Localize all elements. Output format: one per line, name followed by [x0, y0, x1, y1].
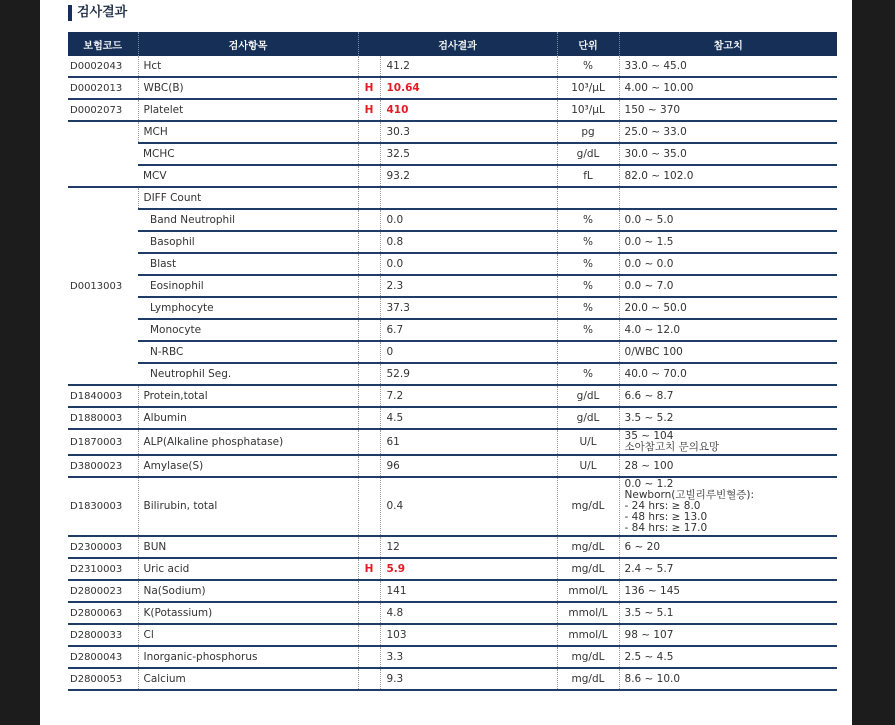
reference-range [619, 231, 837, 253]
reference-line: 0/WBC 100 [624, 345, 683, 358]
test-result: 32.5 [380, 143, 557, 165]
table-row [68, 187, 837, 209]
reference-range [619, 363, 837, 385]
reference-line: Newborn(고빌리루빈혈증): [624, 489, 755, 501]
reference-line: 3.5 ~ 5.2 [624, 411, 674, 424]
reference-range [619, 455, 837, 477]
test-result: 93.2 [380, 165, 557, 187]
reference-line: 136 ~ 145 [624, 584, 681, 597]
insurance-code: D2300003 [68, 536, 138, 558]
insurance-code: D2800053 [68, 668, 138, 690]
test-unit: U/L [557, 455, 619, 477]
reference-range [619, 209, 837, 231]
reference-range [619, 341, 837, 363]
test-unit: fL [557, 165, 619, 187]
test-result: 4.5 [380, 407, 557, 429]
insurance-code: D2800033 [68, 624, 138, 646]
reference-line: 8.6 ~ 10.0 [624, 672, 681, 685]
reference-line: 25.0 ~ 33.0 [624, 125, 687, 138]
table-row [68, 319, 837, 341]
test-item: MCHC [138, 143, 358, 165]
high-flag [358, 319, 380, 341]
high-flag [358, 143, 380, 165]
reference-line: 20.0 ~ 50.0 [624, 301, 687, 314]
test-item: K(Potassium) [138, 602, 358, 624]
test-unit: U/L [557, 429, 619, 455]
test-item: Neutrophil Seg. [138, 363, 358, 385]
test-item: DIFF Count [138, 187, 358, 209]
reference-range [619, 558, 837, 580]
high-flag [358, 429, 380, 455]
reference-line: 40.0 ~ 70.0 [624, 367, 687, 380]
test-result: 103 [380, 624, 557, 646]
test-item: Blast [138, 253, 358, 275]
table-row [68, 385, 837, 407]
high-flag [358, 209, 380, 231]
test-result [380, 187, 557, 209]
test-item: Amylase(S) [138, 455, 358, 477]
high-flag [358, 668, 380, 690]
results-body [68, 56, 837, 690]
high-flag [358, 187, 380, 209]
test-item: Basophil [138, 231, 358, 253]
header-item: 검사항목 [138, 32, 358, 56]
reference-range [619, 407, 837, 429]
table-row [68, 455, 837, 477]
header-result: 검사결과 [358, 32, 557, 56]
test-unit: mmol/L [557, 602, 619, 624]
test-unit: g/dL [557, 385, 619, 407]
table-row [68, 624, 837, 646]
reference-line: 3.5 ~ 5.1 [624, 606, 674, 619]
test-result: 0.0 [380, 209, 557, 231]
high-flag [358, 363, 380, 385]
test-item: Albumin [138, 407, 358, 429]
header-code: 보험코드 [68, 32, 138, 56]
high-flag: H [358, 99, 380, 121]
test-unit: 10³/μL [557, 77, 619, 99]
reference-range [619, 429, 837, 455]
reference-line: 2.4 ~ 5.7 [624, 562, 674, 575]
high-flag [358, 165, 380, 187]
reference-line: 0.0 ~ 5.0 [624, 213, 674, 226]
test-result: 141 [380, 580, 557, 602]
test-unit: % [557, 56, 619, 77]
test-result: 12 [380, 536, 557, 558]
reference-range [619, 77, 837, 99]
reference-range [619, 99, 837, 121]
table-row [68, 253, 837, 275]
test-result: 0.8 [380, 231, 557, 253]
test-item: Band Neutrophil [138, 209, 358, 231]
test-result: 52.9 [380, 363, 557, 385]
test-item: Uric acid [138, 558, 358, 580]
reference-range [619, 56, 837, 77]
reference-line: 0.0 ~ 7.0 [624, 279, 674, 292]
insurance-code: D0013003 [68, 187, 138, 385]
high-flag [358, 602, 380, 624]
insurance-code: D2800043 [68, 646, 138, 668]
test-unit: mg/dL [557, 477, 619, 536]
test-unit [557, 341, 619, 363]
test-result: 410 [380, 99, 557, 121]
test-unit: mg/dL [557, 668, 619, 690]
test-result: 10.64 [380, 77, 557, 99]
test-item: Inorganic-phosphorus [138, 646, 358, 668]
insurance-code: D1880003 [68, 407, 138, 429]
reference-line: 4.0 ~ 12.0 [624, 323, 681, 336]
test-unit: 10³/μL [557, 99, 619, 121]
high-flag [358, 275, 380, 297]
reference-line: 98 ~ 107 [624, 628, 674, 641]
report-page [40, 0, 852, 725]
test-item: Protein,total [138, 385, 358, 407]
insurance-code: D1830003 [68, 477, 138, 536]
test-unit: g/dL [557, 143, 619, 165]
reference-line: 28 ~ 100 [624, 459, 674, 472]
table-row [68, 363, 837, 385]
reference-line: 0.0 ~ 1.5 [624, 235, 674, 248]
insurance-code: D1870003 [68, 429, 138, 455]
test-item: MCV [138, 165, 358, 187]
test-item: WBC(B) [138, 77, 358, 99]
test-item: Monocyte [138, 319, 358, 341]
test-result: 30.3 [380, 121, 557, 143]
reference-range [619, 477, 837, 536]
reference-range [619, 536, 837, 558]
reference-range [619, 319, 837, 341]
high-flag [358, 455, 380, 477]
test-result: 61 [380, 429, 557, 455]
reference-range [619, 165, 837, 187]
reference-line: 30.0 ~ 35.0 [624, 147, 687, 160]
test-result: 41.2 [380, 56, 557, 77]
reference-line: 150 ~ 370 [624, 103, 681, 116]
table-row [68, 477, 837, 536]
test-result: 3.3 [380, 646, 557, 668]
test-unit: % [557, 275, 619, 297]
high-flag [358, 477, 380, 536]
reference-range [619, 624, 837, 646]
test-item: Hct [138, 56, 358, 77]
reference-range [619, 646, 837, 668]
reference-line: 2.5 ~ 4.5 [624, 650, 674, 663]
high-flag [358, 624, 380, 646]
high-flag [358, 253, 380, 275]
test-unit: g/dL [557, 407, 619, 429]
high-flag: H [358, 77, 380, 99]
reference-line: 35 ~ 104 [624, 430, 674, 442]
test-unit: % [557, 231, 619, 253]
table-row [68, 121, 837, 143]
reference-range [619, 602, 837, 624]
test-item: Bilirubin, total [138, 477, 358, 536]
test-unit: mg/dL [557, 536, 619, 558]
reference-range [619, 580, 837, 602]
reference-range [619, 253, 837, 275]
table-row [68, 668, 837, 690]
test-item: Lymphocyte [138, 297, 358, 319]
high-flag [358, 407, 380, 429]
table-row [68, 602, 837, 624]
reference-line: 33.0 ~ 45.0 [624, 59, 687, 72]
reference-line: 6 ~ 20 [624, 540, 661, 553]
test-result: 6.7 [380, 319, 557, 341]
test-result: 4.8 [380, 602, 557, 624]
table-row [68, 297, 837, 319]
test-unit: % [557, 209, 619, 231]
reference-range [619, 187, 837, 209]
test-item: N-RBC [138, 341, 358, 363]
high-flag [358, 297, 380, 319]
reference-line: - 84 hrs: ≥ 17.0 [624, 522, 708, 534]
insurance-code: D2800023 [68, 580, 138, 602]
reference-range [619, 275, 837, 297]
test-result: 0 [380, 341, 557, 363]
insurance-code: D0002013 [68, 77, 138, 99]
test-unit: mg/dL [557, 646, 619, 668]
reference-line: - 48 hrs: ≥ 13.0 [624, 511, 708, 523]
high-flag [358, 341, 380, 363]
test-result: 9.3 [380, 668, 557, 690]
header-unit: 단위 [557, 32, 619, 56]
insurance-code [68, 121, 138, 187]
reference-range [619, 143, 837, 165]
test-item: ALP(Alkaline phosphatase) [138, 429, 358, 455]
high-flag [358, 646, 380, 668]
table-row [68, 536, 837, 558]
high-flag [358, 231, 380, 253]
table-row [68, 407, 837, 429]
reference-range [619, 385, 837, 407]
high-flag: H [358, 558, 380, 580]
insurance-code: D0002043 [68, 56, 138, 77]
test-item: BUN [138, 536, 358, 558]
table-row [68, 646, 837, 668]
high-flag [358, 56, 380, 77]
reference-line: - 24 hrs: ≥ 8.0 [624, 500, 701, 512]
table-row [68, 56, 837, 77]
test-item: Platelet [138, 99, 358, 121]
reference-range [619, 121, 837, 143]
test-result: 96 [380, 455, 557, 477]
high-flag [358, 580, 380, 602]
insurance-code: D2310003 [68, 558, 138, 580]
insurance-code: D2800063 [68, 602, 138, 624]
test-item: MCH [138, 121, 358, 143]
test-item: Eosinophil [138, 275, 358, 297]
test-result: 7.2 [380, 385, 557, 407]
reference-line: 4.00 ~ 10.00 [624, 81, 694, 94]
test-unit: pg [557, 121, 619, 143]
test-unit [557, 187, 619, 209]
test-unit: % [557, 363, 619, 385]
high-flag [358, 121, 380, 143]
test-unit: % [557, 297, 619, 319]
reference-line: 0.0 ~ 1.2 [624, 478, 674, 490]
test-unit: mmol/L [557, 624, 619, 646]
test-unit: % [557, 253, 619, 275]
header-row [68, 32, 837, 56]
table-row [68, 275, 837, 297]
table-row [68, 429, 837, 455]
header-ref: 참고치 [619, 32, 837, 56]
table-row [68, 558, 837, 580]
test-item: Cl [138, 624, 358, 646]
reference-line: 82.0 ~ 102.0 [624, 169, 694, 182]
test-unit: % [557, 319, 619, 341]
test-item: Na(Sodium) [138, 580, 358, 602]
insurance-code: D3800023 [68, 455, 138, 477]
high-flag [358, 536, 380, 558]
test-result: 0.0 [380, 253, 557, 275]
test-unit: mg/dL [557, 558, 619, 580]
high-flag [358, 385, 380, 407]
table-row [68, 231, 837, 253]
results-table [68, 32, 837, 691]
table-row [68, 143, 837, 165]
insurance-code: D1840003 [68, 385, 138, 407]
test-result: 5.9 [380, 558, 557, 580]
reference-line: 6.6 ~ 8.7 [624, 389, 674, 402]
test-result: 0.4 [380, 477, 557, 536]
reference-line: 소아참고치 문의요망 [624, 441, 720, 453]
reference-line: 0.0 ~ 0.0 [624, 257, 674, 270]
test-item: Calcium [138, 668, 358, 690]
table-row [68, 165, 837, 187]
test-result: 37.3 [380, 297, 557, 319]
table-row [68, 341, 837, 363]
test-result: 2.3 [380, 275, 557, 297]
table-row [68, 209, 837, 231]
reference-range [619, 297, 837, 319]
test-unit: mmol/L [557, 580, 619, 602]
table-row [68, 99, 837, 121]
reference-range [619, 668, 837, 690]
insurance-code: D0002073 [68, 99, 138, 121]
section-title: 검사결과 [68, 5, 127, 21]
table-row [68, 77, 837, 99]
table-row [68, 580, 837, 602]
